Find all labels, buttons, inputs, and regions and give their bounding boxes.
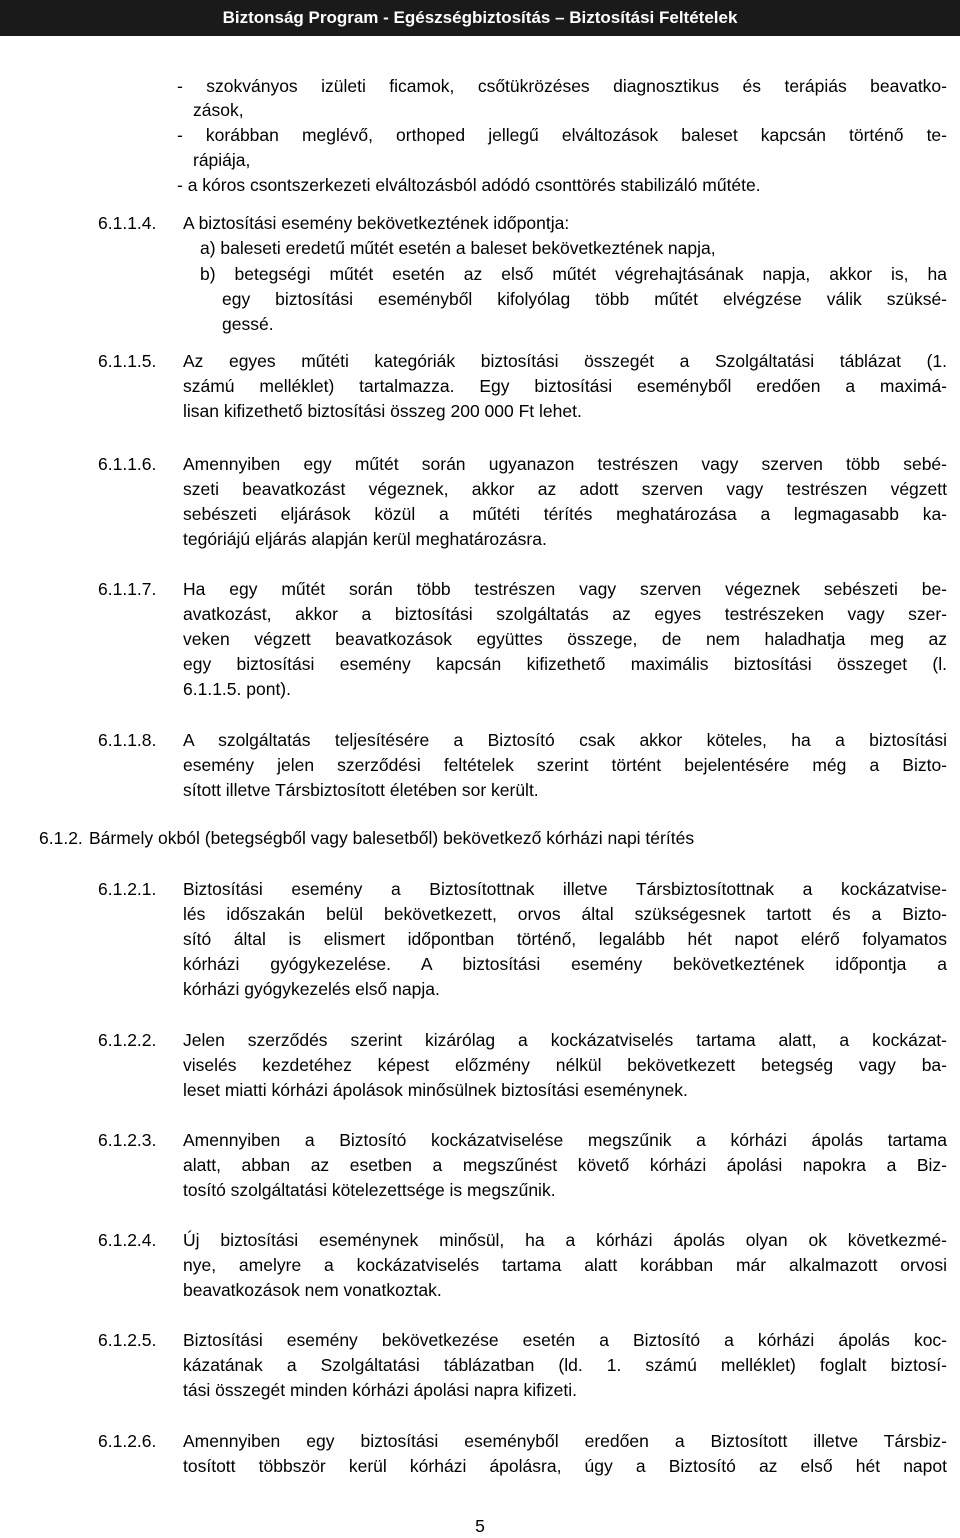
- paragraph-line: leset miatti kórházi ápolások minősülnek biztosítási eseménynek.: [183, 1080, 688, 1100]
- paragraph-line: kórházi gyógykezelés első napja.: [183, 979, 440, 999]
- paragraph-line: gessé.: [222, 314, 274, 334]
- section-number: 6.1.2.6.: [98, 1431, 157, 1451]
- section-number: 6.1.1.5.: [98, 351, 157, 371]
- paragraph-line: egy biztosítási esemény kapcsán kifizethető maximális biztosítási összeget (l.: [183, 654, 947, 674]
- section-number: 6.1.1.6.: [98, 454, 157, 474]
- section-number: 6.1.2.3.: [98, 1130, 157, 1150]
- section-number: 6.1.1.4.: [98, 213, 157, 233]
- paragraph-line: lisan kifizethető biztosítási összeg 200 000 Ft lehet.: [183, 401, 582, 421]
- page-number: 5: [475, 1516, 485, 1536]
- paragraph-line: Biztosítási esemény bekövetkezése esetén a Biztosító a kórházi ápolás koc-: [183, 1330, 947, 1350]
- paragraph-line: nye, amelyre a kockázatviselés tartama alatt korábban már alkalmazott orvosi: [183, 1255, 947, 1275]
- paragraph-line: szeti beavatkozást végeznek, akkor az adott szerven vagy testrészen végzett: [183, 479, 947, 499]
- paragraph-line: sító által is elismert időpontban történő, legalább hét napot elérő folyamatos: [183, 929, 947, 949]
- bullet-line: - szokványos izületi ficamok, csőtükrözéses diagnosztikus és terápiás beavatko-: [177, 76, 947, 96]
- paragraph-line: Ha egy műtét során több testrészen vagy szerven végeznek sebészeti be-: [183, 579, 947, 599]
- paragraph-line: avatkozást, akkor a biztosítási szolgáltatás az egyes testrészeken vagy szer-: [183, 604, 947, 624]
- paragraph-line: viselés kezdetéhez képest előzmény nélkül bekövetkezett betegség vagy ba-: [183, 1055, 947, 1075]
- paragraph-line: tosító szolgáltatási kötelezettsége is megszűnik.: [183, 1180, 556, 1200]
- paragraph-line: kázatának a Szolgáltatási táblázatban (ld. 1. számú melléklet) foglalt biztosí-: [183, 1355, 947, 1375]
- paragraph-line: tegóriájú eljárás alapján kerül meghatározásra.: [183, 529, 547, 549]
- paragraph-line: veken végzett beavatkozások együttes összege, de nem haladhatja meg az: [183, 629, 947, 649]
- paragraph-line: Jelen szerződés szerint kizárólag a kockázatviselés tartama alatt, a kockázat-: [183, 1030, 947, 1050]
- paragraph-line: A szolgáltatás teljesítésére a Biztosító csak akkor köteles, ha a biztosítási: [183, 730, 947, 750]
- paragraph-line: a) baleseti eredetű műtét esetén a baleset bekövetkeztének napja,: [200, 238, 716, 258]
- paragraph-line: esemény jelen szerződési feltételek szerint történt bejelentésére még a Bizto-: [183, 755, 947, 775]
- section-number: 6.1.2.4.: [98, 1230, 157, 1250]
- paragraph-line: 6.1.1.5. pont).: [183, 679, 291, 699]
- paragraph-line: tási összegét minden kórházi ápolási napra kifizeti.: [183, 1380, 577, 1400]
- paragraph-line: Amennyiben a Biztosító kockázatviselése megszűnik a kórházi ápolás tartama: [183, 1130, 947, 1150]
- paragraph-line: sított illetve Társbiztosított életében sor került.: [183, 780, 539, 800]
- paragraph-line: b) betegségi műtét esetén az első műtét végrehajtásának napja, akkor is, ha: [200, 264, 947, 284]
- paragraph-line: lés időszakán belül bekövetkezett, orvos által szükségesnek tartott és a Bizto-: [183, 904, 947, 924]
- paragraph-line: Amennyiben egy biztosítási eseményből eredően a Biztosított illetve Társbiz-: [183, 1431, 947, 1451]
- paragraph-line: egy biztosítási eseményből kifolyólag több műtét elvégzése válik szüksé-: [222, 289, 947, 309]
- section-number: 6.1.2.5.: [98, 1330, 157, 1350]
- paragraph-line: alatt, abban az esetben a megszűnést követő kórházi ápolási napokra a Biz-: [183, 1155, 947, 1175]
- paragraph-line: beavatkozások nem vonatkoztak.: [183, 1280, 442, 1300]
- section-number: 6.1.1.8.: [98, 730, 157, 750]
- section-number: 6.1.2.2.: [98, 1030, 157, 1050]
- paragraph-line: Amennyiben egy műtét során ugyanazon testrészen vagy szerven több sebé-: [183, 454, 947, 474]
- paragraph-line: Új biztosítási eseménynek minősül, ha a kórházi ápolás olyan ok következmé-: [183, 1230, 947, 1250]
- section-number: 6.1.1.7.: [98, 579, 157, 599]
- section-number: 6.1.2.: [39, 828, 83, 848]
- paragraph-line: sebészeti eljárások közül a műtéti térítés meghatározása a legmagasabb ka-: [183, 504, 947, 524]
- bullet-line: - a kóros csontszerkezeti elváltozásból adódó csonttörés stabilizáló műtéte.: [177, 175, 761, 195]
- paragraph-line: kórházi gyógykezelése. A biztosítási esemény bekövetkeztének időpontja a: [183, 954, 947, 974]
- paragraph-line: tosított többször kerül kórházi ápolásra, úgy a Biztosító az első hét napot: [183, 1456, 947, 1476]
- paragraph-line: Az egyes műtéti kategóriák biztosítási összegét a Szolgáltatási táblázat (1.: [183, 351, 947, 371]
- section-number: 6.1.2.1.: [98, 879, 157, 899]
- bullet-line: rápiája,: [193, 150, 251, 170]
- paragraph-line: számú melléklet) tartalmazza. Egy biztosítási eseményből eredően a maximá-: [183, 376, 947, 396]
- bullet-line: - korábban meglévő, orthoped jellegű elváltozások baleset kapcsán történő te-: [177, 125, 947, 145]
- section-heading: Bármely okból (betegségből vagy balesetből) bekövetkező kórházi napi térítés: [89, 828, 695, 848]
- header-title: Biztonság Program - Egészségbiztosítás – Biztosítási Feltételek: [222, 8, 738, 27]
- paragraph-line: Biztosítási esemény a Biztosítottnak illetve Társbiztosítottnak a kockázatvise-: [183, 879, 947, 899]
- paragraph-line: A biztosítási esemény bekövetkeztének időpontja:: [183, 213, 570, 233]
- bullet-line: zások,: [193, 100, 244, 120]
